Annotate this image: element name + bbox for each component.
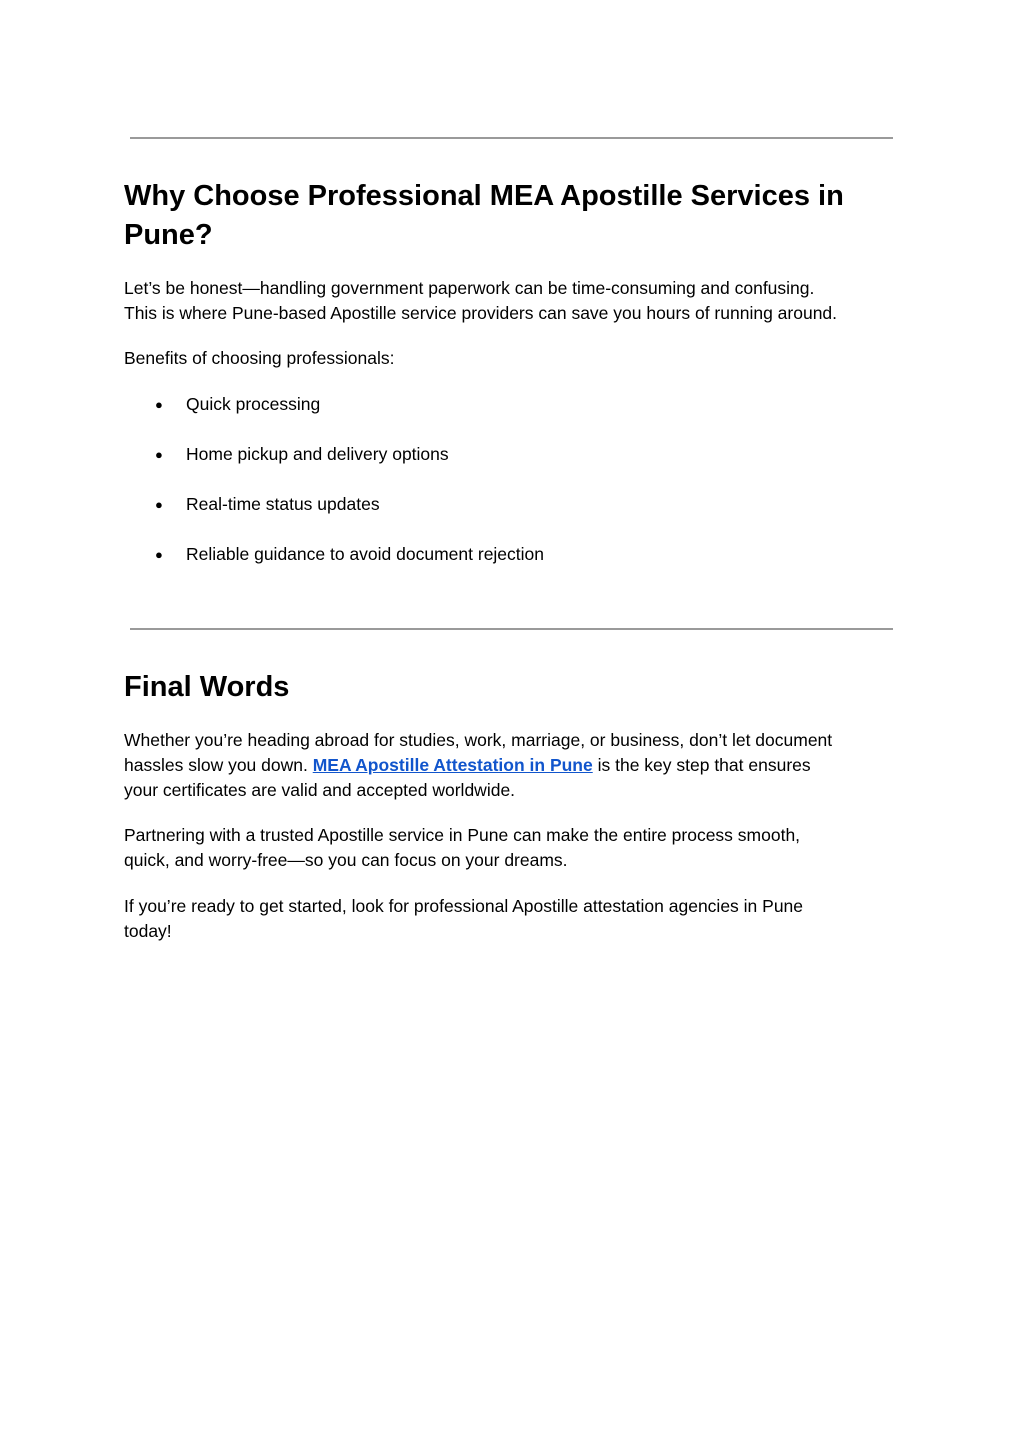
list-item-text: Real-time status updates	[186, 494, 380, 514]
closing-paragraph	[124, 728, 899, 803]
intro-line: This is where Pune-based Apostille service providers can save you hours of running around.	[124, 303, 838, 323]
bullet-icon: ●	[155, 547, 163, 562]
benefits-label: Benefits of choosing professionals:	[124, 348, 395, 368]
list-item-text: Quick processing	[186, 394, 321, 414]
bullet-icon: ●	[155, 447, 163, 462]
list-item-text: Home pickup and delivery options	[186, 444, 449, 464]
intro-line: Let’s be honest—handling government paperwork can be time-consuming and confusing.	[124, 278, 815, 298]
paragraph-line: your certificates are valid and accepted worldwide.	[124, 780, 516, 800]
bullet-icon: ●	[155, 397, 163, 412]
paragraph-text: hassles slow you down.	[124, 755, 313, 775]
list-item-text: Reliable guidance to avoid document rejection	[186, 544, 545, 564]
paragraph-line: Partnering with a trusted Apostille service in Pune can make the entire process smooth,	[124, 825, 801, 845]
horizontal-divider	[130, 628, 893, 630]
paragraph-text: is the key step that ensures	[592, 755, 811, 775]
apostille-attestation-link[interactable]: MEA Apostille Attestation in Pune	[312, 755, 593, 775]
section-heading: Why Choose Professional MEA Apostille Services in Pune?	[124, 180, 844, 251]
paragraph-line: If you’re ready to get started, look for professional Apostille attestation agencies in Pune	[124, 896, 804, 916]
paragraph-line: quick, and worry-free—so you can focus on your dreams.	[124, 850, 568, 870]
section-heading: Final Words	[124, 671, 290, 703]
paragraph-line: today!	[124, 921, 172, 941]
paragraph-line: Whether you’re heading abroad for studies, work, marriage, or business, don’t let document	[124, 730, 833, 750]
partner-paragraph	[124, 823, 899, 873]
bullet-icon: ●	[155, 497, 163, 512]
intro-paragraph	[124, 276, 899, 326]
call-to-action-paragraph	[124, 894, 899, 944]
horizontal-divider	[130, 137, 893, 139]
